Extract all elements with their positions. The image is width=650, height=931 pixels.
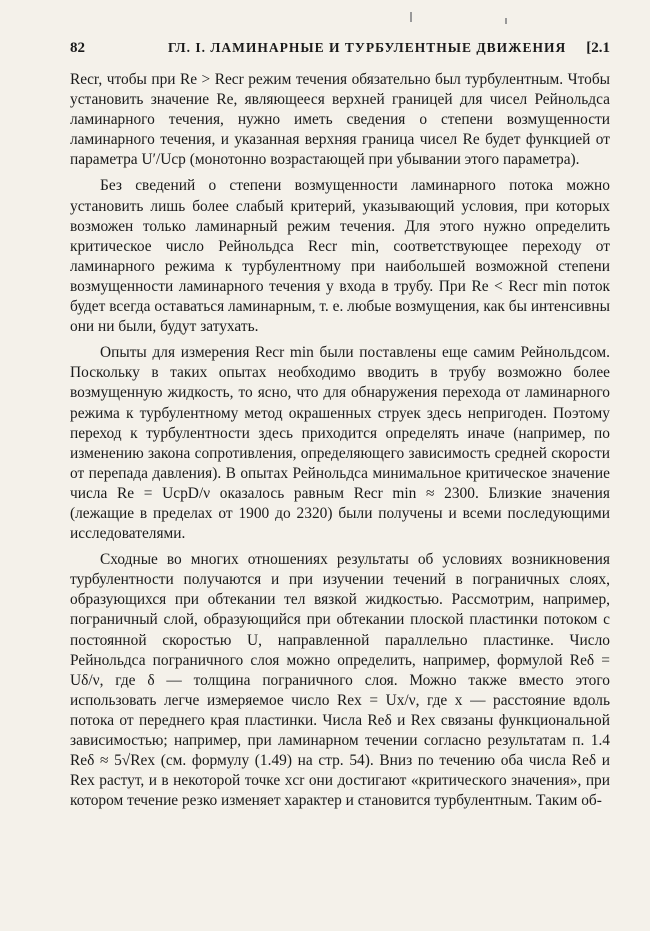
body-text bbox=[70, 70, 610, 811]
paragraph-2: Без сведений о степени возмущенности ламинарного потока можно установить лишь более слабый критерий, указывающий условия, при которых возможен только ламинарный режим течения. Для этого нужно определить критическое число Рейнольдса Recr min, соответствующее переходу от ламинарного режима к турбулентному при наибольшей возможной степени возмущенности ламинарного течения у входа в трубу. При Re < Recr min поток будет всегда оставаться ламинарным, т. е. любые возмущения, как бы интенсивны они ни были, будут затухать. bbox=[70, 177, 610, 336]
paragraph-4: Сходные во многих отношениях результаты об условиях возникновения турбулентности получаются и при изучении течений в пограничных слоях, образующихся при обтекании тел вязкой жидкостью. Рассмотрим, например, пограничный слой, образующийся при обтекании плоской пластинки потоком с постоянной скоростью U, направленной параллельно пластинке. Число Рейнольдса пограничного слоя можно определить, например, формулой Reδ = Uδ/ν, где δ — толщина пограничного слоя. Можно также вместо этого использовать легче измеряемое число Rex = Ux/ν, где x — расстояние вдоль потока от переднего края пластинки. Числа Reδ и Rex связаны функциональной зависимостью; например, при ламинарном течении согласно результатам п. 1.4 Reδ ≈ 5√Rex (см. формулу (1.49) на стр. 54). Вниз по течению оба числа Reδ и Rex растут, и в некоторой точке xcr они достигают «критического значения», при котором течение резко изменяет характер и становится турбулентным. Таким об- bbox=[70, 551, 610, 810]
running-header bbox=[70, 40, 610, 62]
scan-speck bbox=[410, 12, 412, 22]
paragraph-3: Опыты для измерения Recr min были поставлены еще самим Рейнольдсом. Поскольку в таких опытах необходимо вводить в трубу возможно более возмущенную жидкость, то ясно, что для обнаружения перехода от ламинарного режима к турбулентному метод окрашенных струек здесь непригоден. Поэтому переход к турбулентности здесь приходится определять иначе (например, по изменению закона сопротивления, определяющего зависимость средней скорости от перепада давления). В опытах Рейнольдса минимальное критическое значение числа Re = UcpD/ν оказалось равным Recr min ≈ 2300. Близкие значения (лежащие в пределах от 1900 до 2320) были получены и всеми последующими исследователями. bbox=[70, 344, 610, 543]
scan-speck bbox=[505, 18, 507, 24]
paragraph-1: Recr, чтобы при Re > Recr режим течения обязательно был турбулентным. Чтобы установить значение Re, являющееся верхней границей для чисел Рейнольдса ламинарного течения, нужно иметь сведения о степени возмущенности ламинарного течения, и указанная верхняя граница чисел Re будет функцией от параметра U′/Ucp (монотонно возрастающей при убывании этого параметра). bbox=[70, 71, 610, 169]
section-number: [2.1 bbox=[586, 40, 610, 56]
page-number: 82 bbox=[70, 40, 85, 56]
running-title: ГЛ. I. ЛАМИНАРНЫЕ И ТУРБУЛЕНТНЫЕ ДВИЖЕНИЯ bbox=[168, 40, 567, 55]
